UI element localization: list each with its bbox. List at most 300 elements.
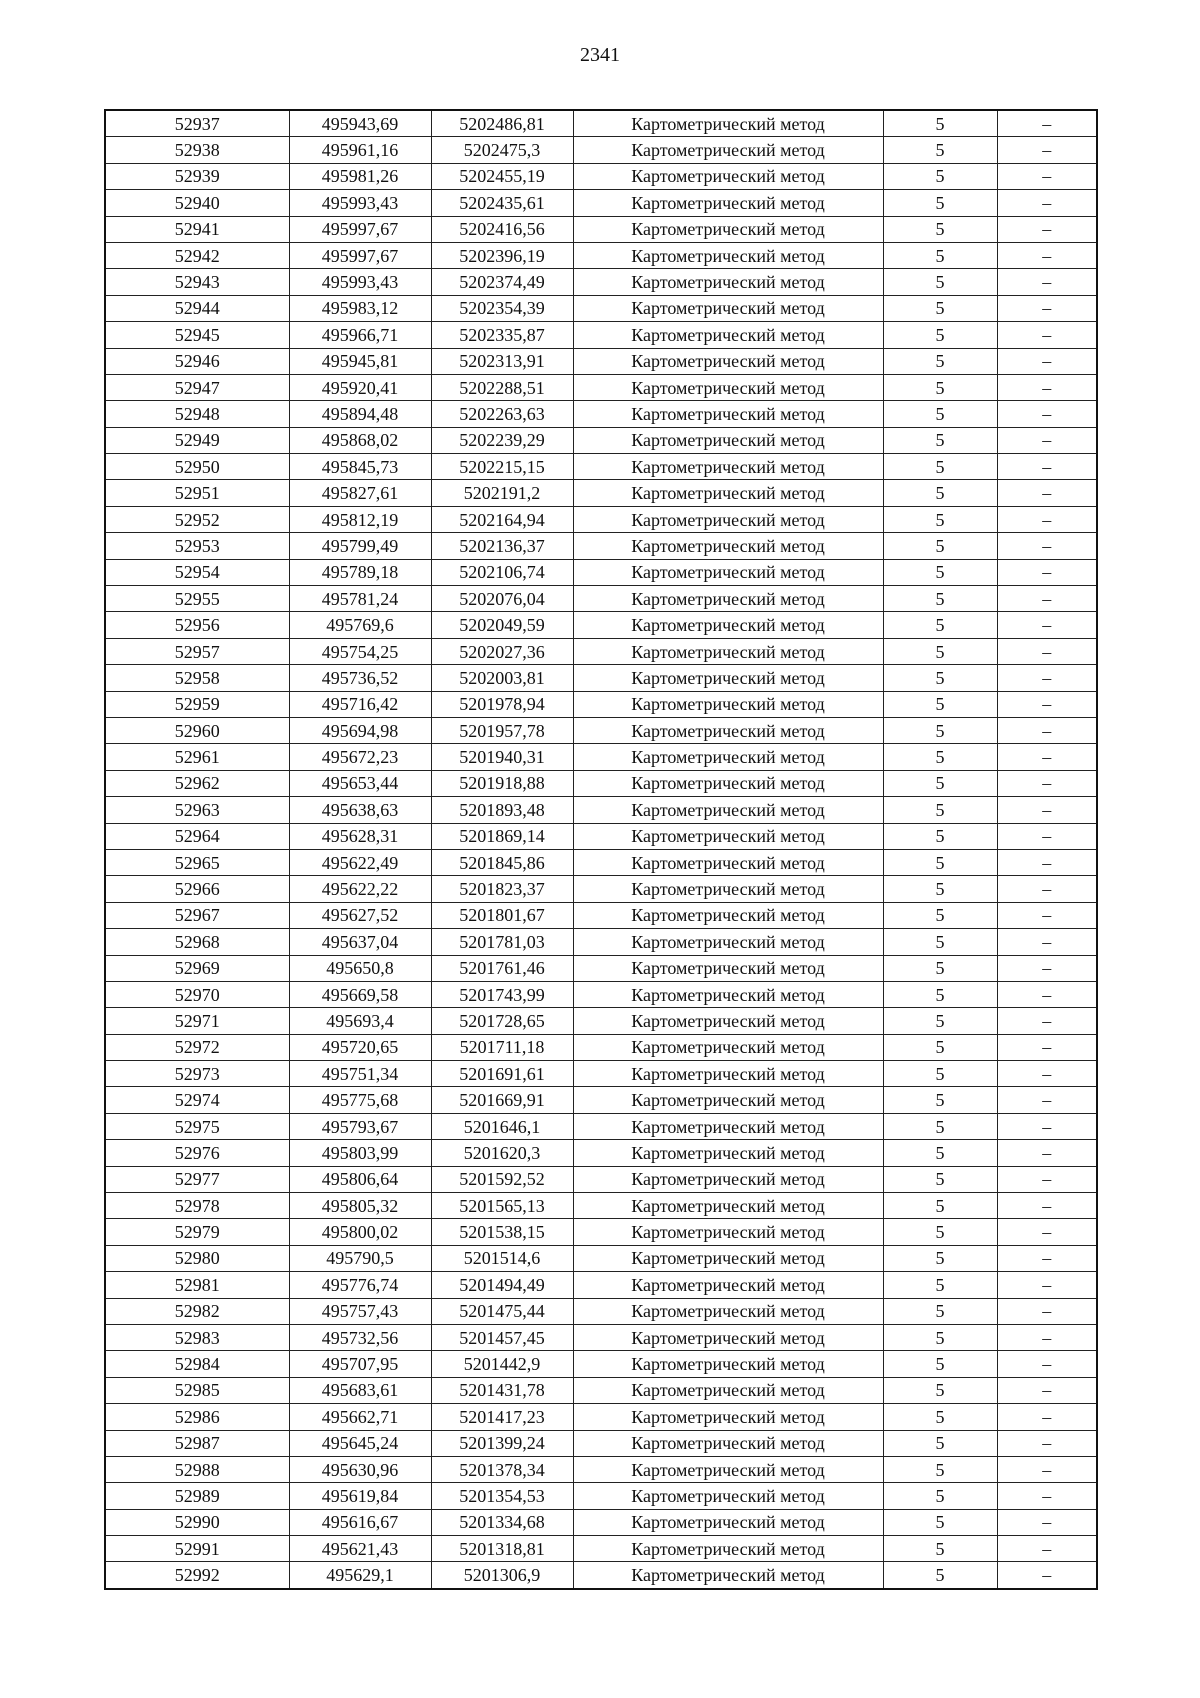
description-cell: – <box>997 322 1097 348</box>
y-coordinate-cell: 5201940,31 <box>431 744 573 770</box>
x-coordinate-cell: 495694,98 <box>289 717 431 743</box>
accuracy-cell: 5 <box>883 1509 997 1535</box>
table-row <box>105 1034 1097 1060</box>
method-cell: Картометрический метод <box>573 374 883 400</box>
description-cell: – <box>997 1193 1097 1219</box>
method-cell: Картометрический метод <box>573 1351 883 1377</box>
point-number-cell: 52964 <box>105 823 289 849</box>
method-cell: Картометрический метод <box>573 269 883 295</box>
point-number-cell: 52986 <box>105 1404 289 1430</box>
method-cell: Картометрический метод <box>573 559 883 585</box>
accuracy-cell: 5 <box>883 1245 997 1271</box>
table-row <box>105 691 1097 717</box>
description-cell: – <box>997 1140 1097 1166</box>
method-cell: Картометрический метод <box>573 110 883 137</box>
method-cell: Картометрический метод <box>573 1430 883 1456</box>
accuracy-cell: 5 <box>883 1008 997 1034</box>
accuracy-cell: 5 <box>883 638 997 664</box>
description-cell: – <box>997 242 1097 268</box>
x-coordinate-cell: 495672,23 <box>289 744 431 770</box>
accuracy-cell: 5 <box>883 1113 997 1139</box>
description-cell: – <box>997 1087 1097 1113</box>
y-coordinate-cell: 5202416,56 <box>431 216 573 242</box>
accuracy-cell: 5 <box>883 163 997 189</box>
point-number-cell: 52990 <box>105 1509 289 1535</box>
x-coordinate-cell: 495945,81 <box>289 348 431 374</box>
x-coordinate-cell: 495981,26 <box>289 163 431 189</box>
x-coordinate-cell: 495894,48 <box>289 401 431 427</box>
table-row <box>105 586 1097 612</box>
point-number-cell: 52938 <box>105 137 289 163</box>
table-row <box>105 1140 1097 1166</box>
description-cell: – <box>997 797 1097 823</box>
accuracy-cell: 5 <box>883 1483 997 1509</box>
table-row <box>105 902 1097 928</box>
table-row <box>105 876 1097 902</box>
method-cell: Картометрический метод <box>573 480 883 506</box>
x-coordinate-cell: 495669,58 <box>289 981 431 1007</box>
table-row <box>105 401 1097 427</box>
accuracy-cell: 5 <box>883 797 997 823</box>
x-coordinate-cell: 495789,18 <box>289 559 431 585</box>
description-cell: – <box>997 1219 1097 1245</box>
accuracy-cell: 5 <box>883 902 997 928</box>
x-coordinate-cell: 495776,74 <box>289 1272 431 1298</box>
accuracy-cell: 5 <box>883 1087 997 1113</box>
table-row <box>105 242 1097 268</box>
point-number-cell: 52946 <box>105 348 289 374</box>
point-number-cell: 52941 <box>105 216 289 242</box>
description-cell: – <box>997 1536 1097 1562</box>
accuracy-cell: 5 <box>883 691 997 717</box>
description-cell: – <box>997 1404 1097 1430</box>
table-row <box>105 717 1097 743</box>
point-number-cell: 52962 <box>105 770 289 796</box>
description-cell: – <box>997 216 1097 242</box>
accuracy-cell: 5 <box>883 190 997 216</box>
y-coordinate-cell: 5201691,61 <box>431 1061 573 1087</box>
table-row <box>105 1298 1097 1324</box>
accuracy-cell: 5 <box>883 1219 997 1245</box>
point-number-cell: 52944 <box>105 295 289 321</box>
method-cell: Картометрический метод <box>573 770 883 796</box>
y-coordinate-cell: 5201442,9 <box>431 1351 573 1377</box>
y-coordinate-cell: 5202374,49 <box>431 269 573 295</box>
point-number-cell: 52970 <box>105 981 289 1007</box>
x-coordinate-cell: 495812,19 <box>289 506 431 532</box>
method-cell: Картометрический метод <box>573 717 883 743</box>
table-row <box>105 533 1097 559</box>
accuracy-cell: 5 <box>883 1404 997 1430</box>
accuracy-cell: 5 <box>883 665 997 691</box>
y-coordinate-cell: 5201565,13 <box>431 1193 573 1219</box>
y-coordinate-cell: 5201592,52 <box>431 1166 573 1192</box>
table-row <box>105 374 1097 400</box>
x-coordinate-cell: 495630,96 <box>289 1456 431 1482</box>
table-row <box>105 1193 1097 1219</box>
method-cell: Картометрический метод <box>573 427 883 453</box>
method-cell: Картометрический метод <box>573 929 883 955</box>
table-row <box>105 1245 1097 1271</box>
y-coordinate-cell: 5202313,91 <box>431 348 573 374</box>
table-row <box>105 1430 1097 1456</box>
method-cell: Картометрический метод <box>573 1219 883 1245</box>
point-number-cell: 52976 <box>105 1140 289 1166</box>
x-coordinate-cell: 495653,44 <box>289 770 431 796</box>
method-cell: Картометрический метод <box>573 902 883 928</box>
table-row <box>105 981 1097 1007</box>
x-coordinate-cell: 495805,32 <box>289 1193 431 1219</box>
description-cell: – <box>997 665 1097 691</box>
x-coordinate-cell: 495693,4 <box>289 1008 431 1034</box>
point-number-cell: 52975 <box>105 1113 289 1139</box>
x-coordinate-cell: 495769,6 <box>289 612 431 638</box>
x-coordinate-cell: 495622,49 <box>289 849 431 875</box>
description-cell: – <box>997 1377 1097 1403</box>
description-cell: – <box>997 1034 1097 1060</box>
x-coordinate-cell: 495806,64 <box>289 1166 431 1192</box>
method-cell: Картометрический метод <box>573 506 883 532</box>
accuracy-cell: 5 <box>883 137 997 163</box>
x-coordinate-cell: 495993,43 <box>289 190 431 216</box>
y-coordinate-cell: 5202106,74 <box>431 559 573 585</box>
description-cell: – <box>997 137 1097 163</box>
x-coordinate-cell: 495754,25 <box>289 638 431 664</box>
table-row <box>105 849 1097 875</box>
x-coordinate-cell: 495775,68 <box>289 1087 431 1113</box>
description-cell: – <box>997 823 1097 849</box>
y-coordinate-cell: 5201457,45 <box>431 1324 573 1350</box>
x-coordinate-cell: 495619,84 <box>289 1483 431 1509</box>
y-coordinate-cell: 5201869,14 <box>431 823 573 849</box>
table-row <box>105 322 1097 348</box>
point-number-cell: 52973 <box>105 1061 289 1087</box>
point-number-cell: 52989 <box>105 1483 289 1509</box>
x-coordinate-cell: 495943,69 <box>289 110 431 137</box>
description-cell: – <box>997 902 1097 928</box>
y-coordinate-cell: 5201728,65 <box>431 1008 573 1034</box>
accuracy-cell: 5 <box>883 110 997 137</box>
y-coordinate-cell: 5201893,48 <box>431 797 573 823</box>
accuracy-cell: 5 <box>883 1377 997 1403</box>
x-coordinate-cell: 495997,67 <box>289 242 431 268</box>
point-number-cell: 52959 <box>105 691 289 717</box>
y-coordinate-cell: 5202215,15 <box>431 454 573 480</box>
y-coordinate-cell: 5201620,3 <box>431 1140 573 1166</box>
accuracy-cell: 5 <box>883 401 997 427</box>
accuracy-cell: 5 <box>883 295 997 321</box>
table-row <box>105 427 1097 453</box>
description-cell: – <box>997 981 1097 1007</box>
method-cell: Картометрический метод <box>573 955 883 981</box>
table-row <box>105 269 1097 295</box>
point-number-cell: 52971 <box>105 1008 289 1034</box>
point-number-cell: 52984 <box>105 1351 289 1377</box>
point-number-cell: 52961 <box>105 744 289 770</box>
y-coordinate-cell: 5202288,51 <box>431 374 573 400</box>
y-coordinate-cell: 5201431,78 <box>431 1377 573 1403</box>
description-cell: – <box>997 454 1097 480</box>
point-number-cell: 52957 <box>105 638 289 664</box>
point-number-cell: 52974 <box>105 1087 289 1113</box>
description-cell: – <box>997 929 1097 955</box>
point-number-cell: 52992 <box>105 1562 289 1589</box>
accuracy-cell: 5 <box>883 348 997 374</box>
point-number-cell: 52942 <box>105 242 289 268</box>
point-number-cell: 52968 <box>105 929 289 955</box>
method-cell: Картометрический метод <box>573 1298 883 1324</box>
accuracy-cell: 5 <box>883 586 997 612</box>
y-coordinate-cell: 5202335,87 <box>431 322 573 348</box>
method-cell: Картометрический метод <box>573 1113 883 1139</box>
y-coordinate-cell: 5202164,94 <box>431 506 573 532</box>
point-number-cell: 52937 <box>105 110 289 137</box>
y-coordinate-cell: 5202475,3 <box>431 137 573 163</box>
point-number-cell: 52972 <box>105 1034 289 1060</box>
y-coordinate-cell: 5202435,61 <box>431 190 573 216</box>
x-coordinate-cell: 495621,43 <box>289 1536 431 1562</box>
y-coordinate-cell: 5201494,49 <box>431 1272 573 1298</box>
description-cell: – <box>997 163 1097 189</box>
table-row <box>105 454 1097 480</box>
table-row <box>105 163 1097 189</box>
point-number-cell: 52943 <box>105 269 289 295</box>
table-row <box>105 1351 1097 1377</box>
method-cell: Картометрический метод <box>573 242 883 268</box>
table-row <box>105 1377 1097 1403</box>
y-coordinate-cell: 5202354,39 <box>431 295 573 321</box>
accuracy-cell: 5 <box>883 480 997 506</box>
y-coordinate-cell: 5201743,99 <box>431 981 573 1007</box>
accuracy-cell: 5 <box>883 849 997 875</box>
y-coordinate-cell: 5201957,78 <box>431 717 573 743</box>
point-number-cell: 52945 <box>105 322 289 348</box>
description-cell: – <box>997 110 1097 137</box>
point-number-cell: 52948 <box>105 401 289 427</box>
description-cell: – <box>997 1061 1097 1087</box>
x-coordinate-cell: 495622,22 <box>289 876 431 902</box>
description-cell: – <box>997 1008 1097 1034</box>
y-coordinate-cell: 5201475,44 <box>431 1298 573 1324</box>
method-cell: Картометрический метод <box>573 1272 883 1298</box>
description-cell: – <box>997 612 1097 638</box>
y-coordinate-cell: 5202003,81 <box>431 665 573 691</box>
description-cell: – <box>997 1113 1097 1139</box>
accuracy-cell: 5 <box>883 929 997 955</box>
accuracy-cell: 5 <box>883 823 997 849</box>
x-coordinate-cell: 495629,1 <box>289 1562 431 1589</box>
y-coordinate-cell: 5201781,03 <box>431 929 573 955</box>
y-coordinate-cell: 5201845,86 <box>431 849 573 875</box>
x-coordinate-cell: 495799,49 <box>289 533 431 559</box>
x-coordinate-cell: 495803,99 <box>289 1140 431 1166</box>
description-cell: – <box>997 427 1097 453</box>
accuracy-cell: 5 <box>883 559 997 585</box>
table-row <box>105 612 1097 638</box>
table-row <box>105 506 1097 532</box>
method-cell: Картометрический метод <box>573 454 883 480</box>
description-cell: – <box>997 1166 1097 1192</box>
y-coordinate-cell: 5201711,18 <box>431 1034 573 1060</box>
description-cell: – <box>997 480 1097 506</box>
point-number-cell: 52960 <box>105 717 289 743</box>
accuracy-cell: 5 <box>883 322 997 348</box>
x-coordinate-cell: 495800,02 <box>289 1219 431 1245</box>
point-number-cell: 52977 <box>105 1166 289 1192</box>
x-coordinate-cell: 495827,61 <box>289 480 431 506</box>
method-cell: Картометрический метод <box>573 1509 883 1535</box>
accuracy-cell: 5 <box>883 981 997 1007</box>
y-coordinate-cell: 5201417,23 <box>431 1404 573 1430</box>
description-cell: – <box>997 348 1097 374</box>
table-row <box>105 559 1097 585</box>
x-coordinate-cell: 495751,34 <box>289 1061 431 1087</box>
y-coordinate-cell: 5202027,36 <box>431 638 573 664</box>
method-cell: Картометрический метод <box>573 1245 883 1271</box>
accuracy-cell: 5 <box>883 744 997 770</box>
page-number: 2341 <box>580 44 620 66</box>
accuracy-cell: 5 <box>883 506 997 532</box>
point-number-cell: 52950 <box>105 454 289 480</box>
y-coordinate-cell: 5202136,37 <box>431 533 573 559</box>
coordinates-table <box>104 109 1098 1590</box>
y-coordinate-cell: 5202191,2 <box>431 480 573 506</box>
accuracy-cell: 5 <box>883 876 997 902</box>
point-number-cell: 52983 <box>105 1324 289 1350</box>
table-row <box>105 348 1097 374</box>
point-number-cell: 52979 <box>105 1219 289 1245</box>
x-coordinate-cell: 495997,67 <box>289 216 431 242</box>
y-coordinate-cell: 5201646,1 <box>431 1113 573 1139</box>
method-cell: Картометрический метод <box>573 1140 883 1166</box>
y-coordinate-cell: 5201801,67 <box>431 902 573 928</box>
accuracy-cell: 5 <box>883 454 997 480</box>
method-cell: Картометрический метод <box>573 1456 883 1482</box>
y-coordinate-cell: 5201318,81 <box>431 1536 573 1562</box>
x-coordinate-cell: 495736,52 <box>289 665 431 691</box>
y-coordinate-cell: 5202486,81 <box>431 110 573 137</box>
x-coordinate-cell: 495716,42 <box>289 691 431 717</box>
table-row <box>105 955 1097 981</box>
description-cell: – <box>997 1245 1097 1271</box>
table-row <box>105 1509 1097 1535</box>
table-row <box>105 770 1097 796</box>
x-coordinate-cell: 495616,67 <box>289 1509 431 1535</box>
description-cell: – <box>997 717 1097 743</box>
method-cell: Картометрический метод <box>573 665 883 691</box>
method-cell: Картометрический метод <box>573 1193 883 1219</box>
x-coordinate-cell: 495627,52 <box>289 902 431 928</box>
y-coordinate-cell: 5202239,29 <box>431 427 573 453</box>
x-coordinate-cell: 495638,63 <box>289 797 431 823</box>
method-cell: Картометрический метод <box>573 981 883 1007</box>
point-number-cell: 52978 <box>105 1193 289 1219</box>
table-row <box>105 1087 1097 1113</box>
table-row <box>105 216 1097 242</box>
method-cell: Картометрический метод <box>573 744 883 770</box>
accuracy-cell: 5 <box>883 427 997 453</box>
x-coordinate-cell: 495637,04 <box>289 929 431 955</box>
accuracy-cell: 5 <box>883 717 997 743</box>
point-number-cell: 52955 <box>105 586 289 612</box>
description-cell: – <box>997 1483 1097 1509</box>
method-cell: Картометрический метод <box>573 586 883 612</box>
point-number-cell: 52987 <box>105 1430 289 1456</box>
description-cell: – <box>997 876 1097 902</box>
description-cell: – <box>997 190 1097 216</box>
y-coordinate-cell: 5201978,94 <box>431 691 573 717</box>
description-cell: – <box>997 955 1097 981</box>
accuracy-cell: 5 <box>883 1324 997 1350</box>
y-coordinate-cell: 5202263,63 <box>431 401 573 427</box>
method-cell: Картометрический метод <box>573 1377 883 1403</box>
description-cell: – <box>997 586 1097 612</box>
x-coordinate-cell: 495845,73 <box>289 454 431 480</box>
description-cell: – <box>997 1351 1097 1377</box>
table-row <box>105 1536 1097 1562</box>
y-coordinate-cell: 5201334,68 <box>431 1509 573 1535</box>
method-cell: Картометрический метод <box>573 348 883 374</box>
method-cell: Картометрический метод <box>573 1034 883 1060</box>
method-cell: Картометрический метод <box>573 1324 883 1350</box>
method-cell: Картометрический метод <box>573 137 883 163</box>
accuracy-cell: 5 <box>883 1351 997 1377</box>
method-cell: Картометрический метод <box>573 163 883 189</box>
method-cell: Картометрический метод <box>573 1536 883 1562</box>
point-number-cell: 52967 <box>105 902 289 928</box>
y-coordinate-cell: 5201354,53 <box>431 1483 573 1509</box>
table-row <box>105 1562 1097 1589</box>
table-row <box>105 823 1097 849</box>
x-coordinate-cell: 495662,71 <box>289 1404 431 1430</box>
point-number-cell: 52953 <box>105 533 289 559</box>
point-number-cell: 52965 <box>105 849 289 875</box>
y-coordinate-cell: 5201306,9 <box>431 1562 573 1589</box>
description-cell: – <box>997 1509 1097 1535</box>
table-row <box>105 110 1097 137</box>
table-row <box>105 1219 1097 1245</box>
accuracy-cell: 5 <box>883 612 997 638</box>
y-coordinate-cell: 5202396,19 <box>431 242 573 268</box>
table-row <box>105 1061 1097 1087</box>
description-cell: – <box>997 849 1097 875</box>
accuracy-cell: 5 <box>883 1166 997 1192</box>
accuracy-cell: 5 <box>883 1061 997 1087</box>
method-cell: Картометрический метод <box>573 823 883 849</box>
x-coordinate-cell: 495757,43 <box>289 1298 431 1324</box>
point-number-cell: 52951 <box>105 480 289 506</box>
method-cell: Картометрический метод <box>573 322 883 348</box>
table-row <box>105 797 1097 823</box>
x-coordinate-cell: 495781,24 <box>289 586 431 612</box>
y-coordinate-cell: 5201399,24 <box>431 1430 573 1456</box>
x-coordinate-cell: 495707,95 <box>289 1351 431 1377</box>
y-coordinate-cell: 5201823,37 <box>431 876 573 902</box>
accuracy-cell: 5 <box>883 1140 997 1166</box>
description-cell: – <box>997 269 1097 295</box>
x-coordinate-cell: 495993,43 <box>289 269 431 295</box>
method-cell: Картометрический метод <box>573 1008 883 1034</box>
point-number-cell: 52985 <box>105 1377 289 1403</box>
point-number-cell: 52956 <box>105 612 289 638</box>
method-cell: Картометрический метод <box>573 1061 883 1087</box>
y-coordinate-cell: 5201514,6 <box>431 1245 573 1271</box>
accuracy-cell: 5 <box>883 1193 997 1219</box>
accuracy-cell: 5 <box>883 1562 997 1589</box>
accuracy-cell: 5 <box>883 269 997 295</box>
table-row <box>105 665 1097 691</box>
description-cell: – <box>997 1430 1097 1456</box>
